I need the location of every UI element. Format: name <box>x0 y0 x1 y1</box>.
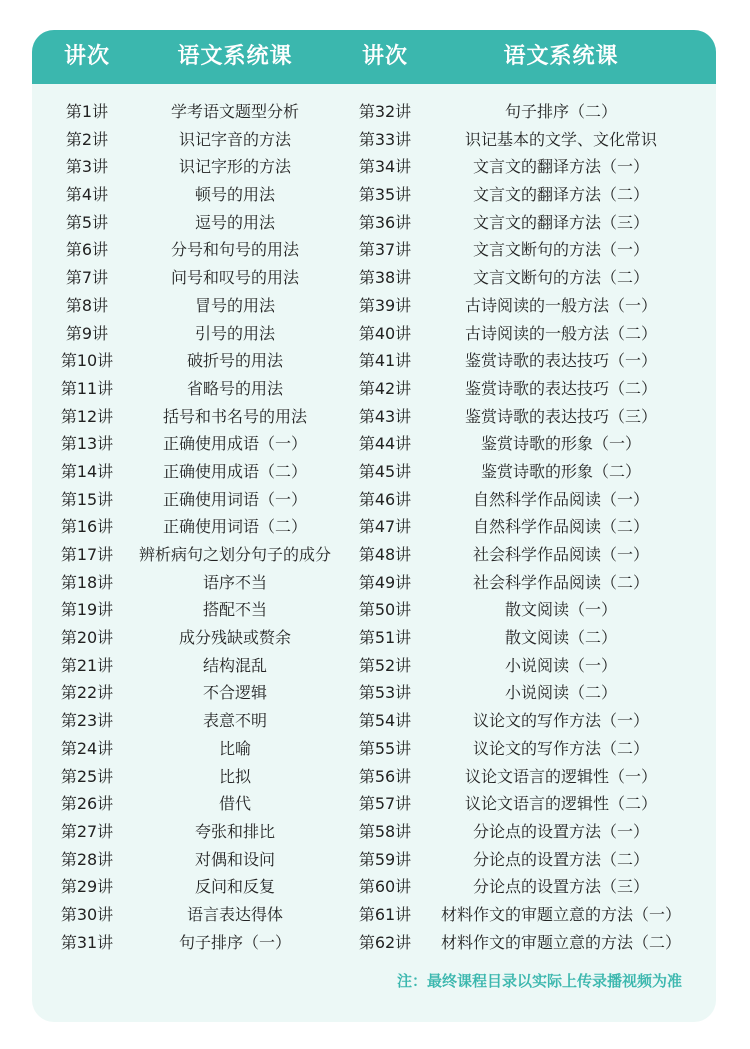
lesson-number: 第26讲 <box>60 794 114 814</box>
lesson-title: 议论文语言的逻辑性（二） <box>464 794 657 814</box>
lesson-number: 第39讲 <box>358 295 412 315</box>
lesson-title: 材料作文的审题立意的方法（二） <box>440 932 681 952</box>
lesson-number: 第58讲 <box>358 821 412 841</box>
header-lesson-number-right: 讲次 <box>361 44 408 69</box>
lesson-number: 第24讲 <box>60 738 114 758</box>
table-row <box>32 264 716 292</box>
lesson-number: 第41讲 <box>358 351 412 371</box>
lesson-title: 文言文断句的方法（二） <box>472 268 649 288</box>
lesson-title: 古诗阅读的一般方法（二） <box>464 323 657 343</box>
lesson-number: 第51讲 <box>358 628 412 648</box>
lesson-title: 鉴赏诗歌的形象（一） <box>480 434 641 454</box>
lesson-number: 第9讲 <box>65 323 109 343</box>
lesson-title: 鉴赏诗歌的形象（二） <box>480 461 641 481</box>
lesson-title: 分论点的设置方法（二） <box>472 849 649 869</box>
table-row <box>32 209 716 237</box>
lesson-number: 第17讲 <box>60 545 114 564</box>
lesson-title: 识记字音的方法 <box>178 129 291 149</box>
table-row <box>32 403 716 431</box>
lesson-number: 第29讲 <box>60 877 114 897</box>
lesson-number: 第50讲 <box>358 600 412 620</box>
lesson-title: 小说阅读（二） <box>504 683 617 703</box>
lesson-number: 第14讲 <box>60 461 114 481</box>
lesson-number: 第16讲 <box>60 517 114 537</box>
lesson-table-body <box>32 98 716 956</box>
table-row <box>32 541 716 569</box>
lesson-number: 第34讲 <box>358 157 412 177</box>
lesson-title: 问号和叹号的用法 <box>170 268 299 288</box>
lesson-title: 引号的用法 <box>194 323 275 343</box>
lesson-title: 学考语文题型分析 <box>170 102 299 121</box>
table-row <box>32 236 716 264</box>
lesson-number: 第13讲 <box>60 434 114 454</box>
lesson-number: 第56讲 <box>358 766 412 786</box>
lesson-title: 反问和反复 <box>194 877 275 897</box>
lesson-title: 句子排序（一） <box>178 932 291 952</box>
lesson-title: 正确使用词语（二） <box>162 517 307 537</box>
lesson-number: 第38讲 <box>358 268 412 288</box>
lesson-number: 第21讲 <box>60 655 114 675</box>
table-row <box>32 929 716 957</box>
lesson-title: 句子排序（二） <box>504 102 617 121</box>
lesson-number: 第45讲 <box>358 461 412 481</box>
table-row <box>32 181 716 209</box>
lesson-title: 社会科学作品阅读（二） <box>472 572 649 592</box>
lesson-number: 第8讲 <box>65 295 109 315</box>
lesson-number: 第47讲 <box>358 517 412 537</box>
lesson-number: 第22讲 <box>60 683 114 703</box>
lesson-title: 正确使用词语（一） <box>162 489 307 509</box>
table-row <box>32 624 716 652</box>
lesson-title: 社会科学作品阅读（一） <box>472 545 649 564</box>
table-row <box>32 126 716 154</box>
lesson-number: 第1讲 <box>65 102 109 121</box>
lesson-number: 第43讲 <box>358 406 412 426</box>
lesson-title: 鉴赏诗歌的表达技巧（二） <box>464 378 657 398</box>
lesson-number: 第6讲 <box>65 240 109 260</box>
lesson-title: 文言文断句的方法（一） <box>472 240 649 260</box>
lesson-title: 破折号的用法 <box>186 351 283 371</box>
lesson-number: 第40讲 <box>358 323 412 343</box>
lesson-title: 语言表达得体 <box>186 904 283 924</box>
table-row <box>32 458 716 486</box>
lesson-title: 分号和句号的用法 <box>170 240 299 260</box>
lesson-number: 第32讲 <box>358 102 412 121</box>
lesson-title: 结构混乱 <box>202 655 267 675</box>
lesson-title: 逗号的用法 <box>194 212 275 232</box>
lesson-title: 识记字形的方法 <box>178 157 291 177</box>
footer-note: 注：最终课程目录以实际上传录播视频为准 <box>396 972 682 990</box>
lesson-title: 鉴赏诗歌的表达技巧（一） <box>464 351 657 371</box>
lesson-title: 文言文的翻译方法（二） <box>472 185 649 205</box>
lesson-number: 第59讲 <box>358 849 412 869</box>
lesson-number: 第23讲 <box>60 711 114 731</box>
table-row <box>32 818 716 846</box>
lesson-title: 正确使用成语（二） <box>162 461 307 481</box>
table-row <box>32 707 716 735</box>
lesson-number: 第18讲 <box>60 572 114 592</box>
lesson-title: 散文阅读（二） <box>504 628 617 648</box>
lesson-title: 表意不明 <box>202 711 267 731</box>
table-row <box>32 596 716 624</box>
lesson-title: 比喻 <box>218 738 251 758</box>
lesson-number: 第25讲 <box>60 766 114 786</box>
table-row <box>32 513 716 541</box>
table-row <box>32 735 716 763</box>
lesson-title: 小说阅读（一） <box>504 655 617 675</box>
header-course-title-right: 语文系统课 <box>503 44 619 69</box>
lesson-number: 第57讲 <box>358 794 412 814</box>
lesson-number: 第5讲 <box>65 212 109 232</box>
lesson-title: 比拟 <box>218 766 251 786</box>
lesson-title: 不合逻辑 <box>202 683 267 703</box>
lesson-title: 自然科学作品阅读（一） <box>472 489 649 509</box>
lesson-title: 议论文语言的逻辑性（一） <box>464 766 657 786</box>
table-row <box>32 292 716 320</box>
table-row <box>32 846 716 874</box>
table-row <box>32 790 716 818</box>
lesson-number: 第31讲 <box>60 932 114 952</box>
lesson-title: 搭配不当 <box>202 600 267 620</box>
table-row <box>32 430 716 458</box>
table-row <box>32 901 716 929</box>
lesson-number: 第61讲 <box>358 904 412 924</box>
table-row <box>32 763 716 791</box>
table-row <box>32 375 716 403</box>
lesson-title: 议论文的写作方法（一） <box>472 711 649 731</box>
lesson-number: 第7讲 <box>65 268 109 288</box>
lesson-number: 第62讲 <box>358 932 412 952</box>
lesson-title: 散文阅读（一） <box>504 600 617 620</box>
lesson-title: 分论点的设置方法（一） <box>472 821 649 841</box>
lesson-title: 对偶和设问 <box>194 849 275 869</box>
lesson-number: 第15讲 <box>60 489 114 509</box>
lesson-number: 第30讲 <box>60 904 114 924</box>
lesson-title: 材料作文的审题立意的方法（一） <box>440 904 681 924</box>
lesson-number: 第10讲 <box>60 351 114 371</box>
lesson-number: 第20讲 <box>60 628 114 648</box>
lesson-title: 议论文的写作方法（二） <box>472 738 649 758</box>
lesson-title: 借代 <box>218 794 251 814</box>
lesson-title: 识记基本的文学、文化常识 <box>464 129 657 149</box>
header-lesson-number-left: 讲次 <box>63 44 110 69</box>
table-row <box>32 153 716 181</box>
lesson-title: 成分残缺或赘余 <box>178 628 291 648</box>
lesson-title: 语序不当 <box>202 572 267 592</box>
table-row <box>32 320 716 348</box>
lesson-number: 第49讲 <box>358 572 412 592</box>
lesson-number: 第36讲 <box>358 212 412 232</box>
lesson-title: 辨析病句之划分句子的成分 <box>138 545 331 564</box>
syllabus-card <box>32 30 716 1022</box>
lesson-number: 第2讲 <box>65 129 109 149</box>
lesson-number: 第27讲 <box>60 821 114 841</box>
lesson-number: 第11讲 <box>60 378 114 398</box>
table-row <box>32 679 716 707</box>
lesson-title: 文言文的翻译方法（三） <box>472 212 649 232</box>
table-row <box>32 98 716 126</box>
lesson-title: 顿号的用法 <box>194 185 275 205</box>
lesson-title: 鉴赏诗歌的表达技巧（三） <box>464 406 657 426</box>
lesson-number: 第54讲 <box>358 711 412 731</box>
table-row <box>32 569 716 597</box>
table-row <box>32 652 716 680</box>
lesson-number: 第42讲 <box>358 378 412 398</box>
lesson-title: 括号和书名号的用法 <box>162 406 307 426</box>
lesson-number: 第12讲 <box>60 406 114 426</box>
lesson-title: 正确使用成语（一） <box>162 434 307 454</box>
lesson-number: 第48讲 <box>358 545 412 564</box>
lesson-number: 第4讲 <box>65 185 109 205</box>
table-row <box>32 873 716 901</box>
lesson-number: 第28讲 <box>60 849 114 869</box>
table-row <box>32 347 716 375</box>
lesson-number: 第53讲 <box>358 683 412 703</box>
lesson-number: 第46讲 <box>358 489 412 509</box>
lesson-number: 第33讲 <box>358 129 412 149</box>
lesson-number: 第52讲 <box>358 655 412 675</box>
lesson-title: 古诗阅读的一般方法（一） <box>464 295 657 315</box>
lesson-number: 第44讲 <box>358 434 412 454</box>
table-header <box>32 30 716 84</box>
lesson-title: 冒号的用法 <box>194 295 275 315</box>
header-course-title-left: 语文系统课 <box>177 44 293 69</box>
lesson-number: 第55讲 <box>358 738 412 758</box>
lesson-title: 文言文的翻译方法（一） <box>472 157 649 177</box>
lesson-number: 第35讲 <box>358 185 412 205</box>
lesson-number: 第37讲 <box>358 240 412 260</box>
lesson-title: 省略号的用法 <box>186 378 283 398</box>
lesson-title: 分论点的设置方法（三） <box>472 877 649 897</box>
table-row <box>32 486 716 514</box>
lesson-title: 夸张和排比 <box>194 821 275 841</box>
lesson-number: 第60讲 <box>358 877 412 897</box>
lesson-number: 第19讲 <box>60 600 114 620</box>
lesson-number: 第3讲 <box>65 157 109 177</box>
lesson-title: 自然科学作品阅读（二） <box>472 517 649 537</box>
